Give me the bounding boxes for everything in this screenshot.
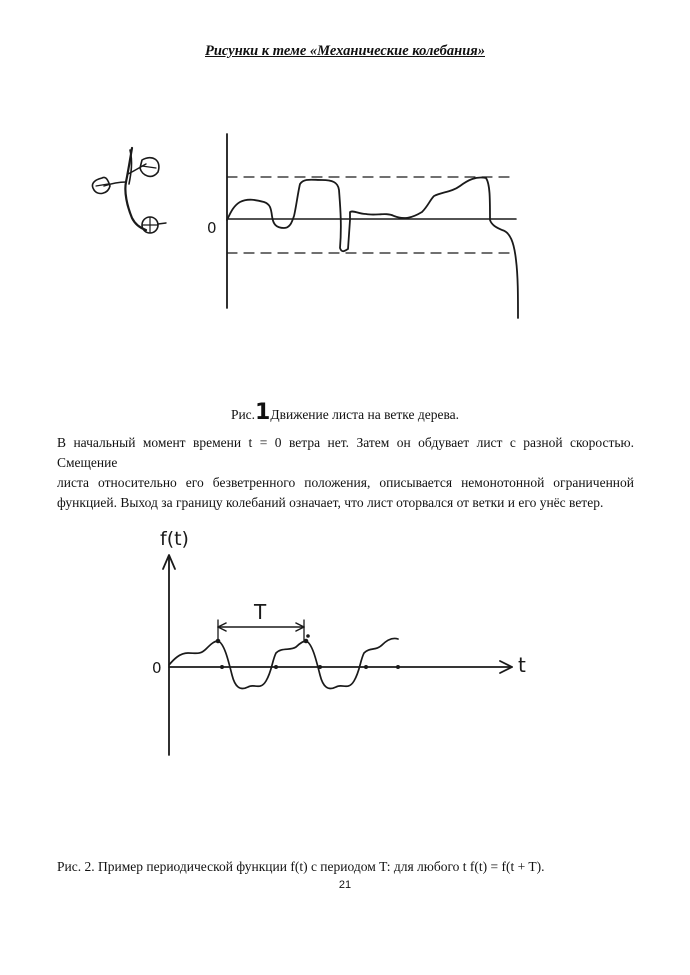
page-number: 21 bbox=[338, 879, 352, 891]
page-title: Рисунки к теме «Механические колебания» bbox=[205, 43, 485, 59]
periodic-function-curve bbox=[169, 638, 398, 688]
x-axis-label: t bbox=[518, 653, 526, 677]
paragraph-line-1: В начальный момент времени t = 0 ветра нет. Затем он обдувает лист с разной скоростью. Смещение bbox=[57, 435, 634, 470]
figure1-axis-zero: 0 bbox=[207, 219, 217, 237]
figure1-caption-text: Движение листа на ветке дерева. bbox=[270, 407, 460, 422]
paragraph-line-3: функцией. Выход за границу колебаний означает, что лист оторвался от ветки и его унёс ветер. bbox=[57, 495, 604, 510]
axis-crossing-marker bbox=[396, 665, 400, 669]
leaf-branch-sketch bbox=[92, 148, 166, 233]
figure1-caption bbox=[0, 400, 690, 425]
axis-crossing-marker bbox=[318, 665, 322, 669]
figure-1 bbox=[80, 120, 540, 330]
axis-crossing-marker bbox=[274, 665, 278, 669]
description-paragraph bbox=[57, 433, 634, 513]
figure1-caption-prefix: Рис. bbox=[230, 407, 256, 422]
figure-2 bbox=[140, 515, 550, 765]
axis-crossing-marker bbox=[364, 665, 368, 669]
figure2-axis-zero: 0 bbox=[152, 659, 162, 677]
period-label: T bbox=[254, 600, 267, 624]
figure2-caption: Рис. 2. Пример периодической функции f(t) с периодом T: для любого t f(t) = f(t + T). bbox=[57, 859, 545, 874]
paragraph-line-2: листа относительно его безветренного положения, описывается немонотонной ограниченной bbox=[57, 475, 634, 490]
curve-point-marker bbox=[306, 634, 310, 638]
y-axis-label: f(t) bbox=[160, 528, 189, 550]
leaf-displacement-curve bbox=[227, 177, 518, 318]
displacement-graph bbox=[227, 134, 518, 318]
figure1-caption-number: 1 bbox=[255, 400, 271, 425]
axis-crossing-marker bbox=[220, 665, 224, 669]
